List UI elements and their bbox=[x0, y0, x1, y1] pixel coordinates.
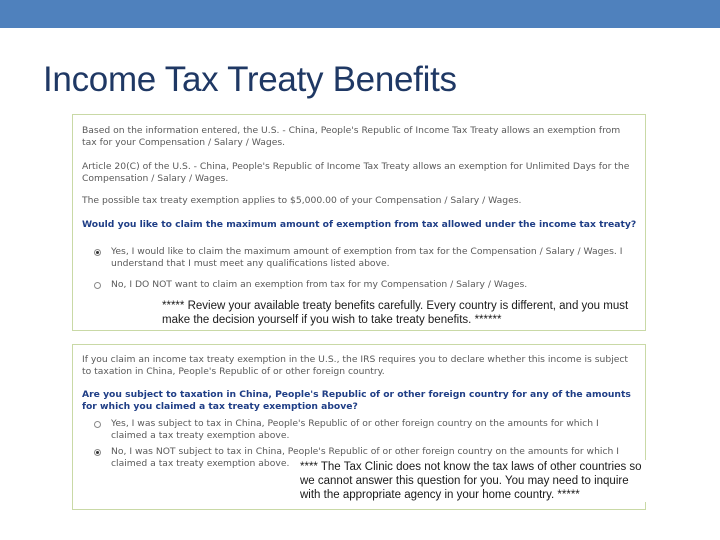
taxed-yes-label[interactable]: Yes, I was subject to tax in China, People's Republic of or other foreign country on the amounts for which I claimed a tax treaty exemption above. bbox=[111, 418, 599, 441]
review-benefits-note: ***** Review your available treaty benefits carefully. Every country is different, and you must make the decision yourself if you wish to take treaty benefits. ****** bbox=[162, 299, 632, 327]
article-statement: Article 20(C) of the U.S. - China, People's Republic of Income Tax Treaty allows an exemption for Unlimited Days for the Compensation / Salary / Wages. bbox=[82, 161, 630, 184]
taxed-no-label[interactable]: No, I was NOT subject to tax in China, People's Republic of or other foreign country on the amounts for which I claimed a tax treaty exemption above. bbox=[111, 446, 619, 469]
foreign-taxation-question: Are you subject to taxation in China, People's Republic of or other foreign country for any of the amounts for which you claimed a tax treaty exemption above? bbox=[82, 389, 631, 412]
tax-clinic-note: **** The Tax Clinic does not know the tax laws of other countries so we cannot answer this question for you. You may need to inquire with the appropriate agency in your home country. ***** bbox=[300, 460, 646, 502]
claim-yes-label[interactable]: Yes, I would like to claim the maximum amount of exemption from tax for the Compensation / Salary / Wages. I understand that I must meet any qualifications listed above. bbox=[111, 246, 623, 269]
claim-maximum-question: Would you like to claim the maximum amount of exemption from tax allowed under the income tax treaty? bbox=[82, 219, 637, 230]
claim-yes-radio[interactable] bbox=[94, 249, 101, 256]
taxed-no-radio[interactable] bbox=[94, 449, 101, 456]
irs-requirement-statement: If you claim an income tax treaty exemption in the U.S., the IRS requires you to declare whether this income is subject to taxation in China, People's Republic of or other foreign country. bbox=[82, 354, 629, 377]
top-accent-bar bbox=[0, 0, 720, 28]
claim-no-label[interactable]: No, I DO NOT want to claim an exemption from tax for my Compensation / Salary / Wages. bbox=[111, 279, 528, 290]
taxed-yes-radio[interactable] bbox=[94, 421, 101, 428]
slide-title: Income Tax Treaty Benefits bbox=[43, 60, 457, 99]
treaty-exemption-statement: Based on the information entered, the U.S. - China, People's Republic of Income Tax Treaty allows an exemption from tax for your Compensation / Salary / Wages. bbox=[82, 125, 621, 148]
exemption-amount-statement: The possible tax treaty exemption applies to $5,000.00 of your Compensation / Salary / Wages. bbox=[82, 195, 522, 206]
claim-no-radio[interactable] bbox=[94, 282, 101, 289]
